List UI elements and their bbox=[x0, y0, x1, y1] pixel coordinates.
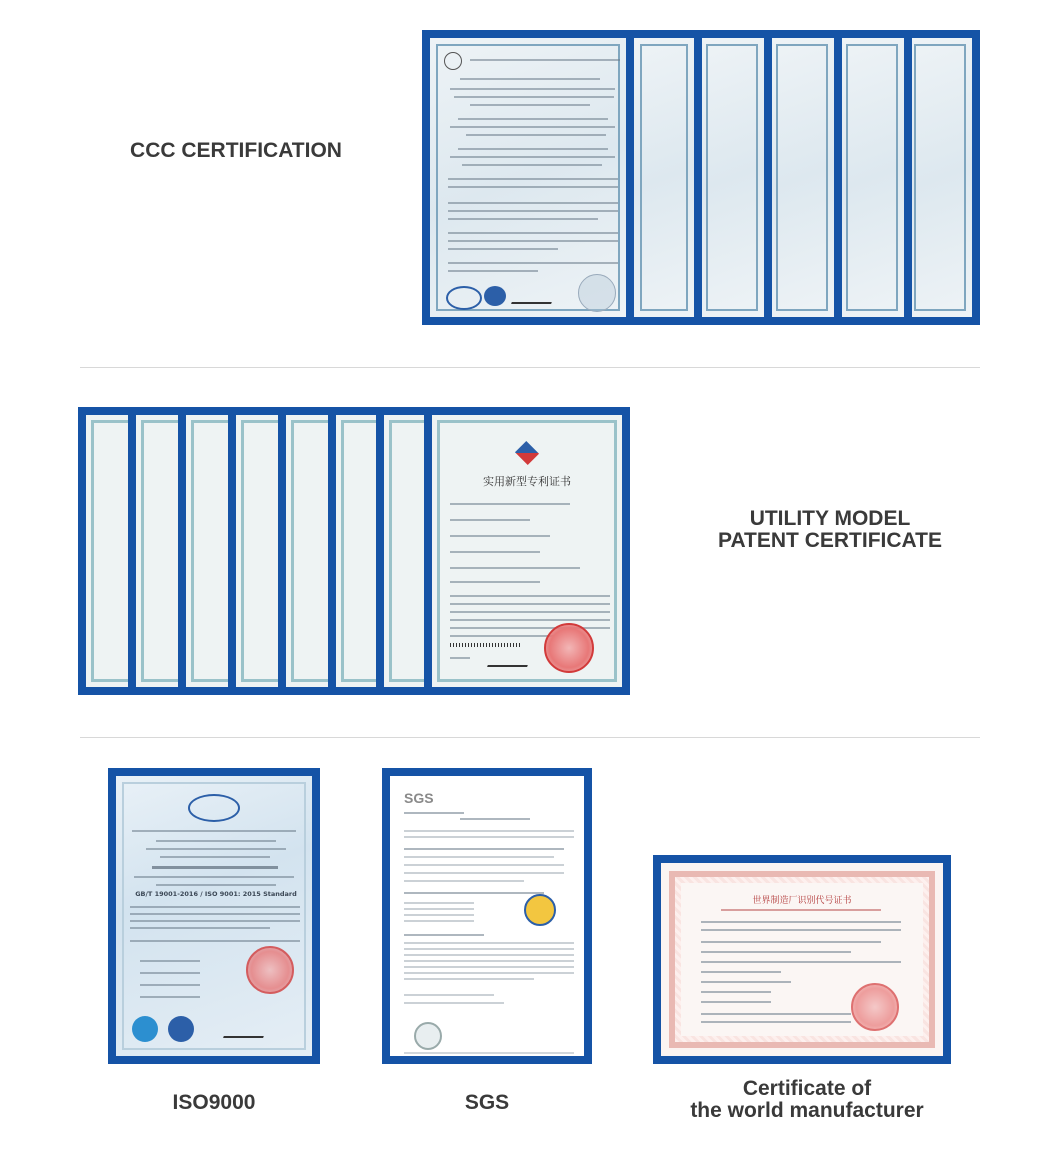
iso-certificate bbox=[108, 768, 320, 1064]
iso-label: ISO9000 bbox=[172, 1091, 256, 1114]
ccc-logo-icon bbox=[444, 52, 462, 70]
sgs-certificate bbox=[382, 768, 592, 1064]
red-seal-icon bbox=[544, 623, 594, 673]
barcode bbox=[450, 643, 520, 647]
patent-label-line2: PATENT CERTIFICATE bbox=[718, 529, 942, 553]
wmi-label bbox=[653, 1078, 961, 1122]
wmi-title: 世界制造厂识别代号证书 bbox=[752, 896, 852, 906]
patent-certificate-front bbox=[424, 407, 630, 695]
red-seal-icon bbox=[246, 946, 294, 994]
ccc-certificate-card bbox=[692, 30, 772, 325]
iso-standard-header: GB/T 19001-2016 / ISO 9001: 2015 Standard bbox=[135, 890, 297, 898]
signature-icon bbox=[511, 288, 557, 304]
wmi-label-line2: the world manufacturer bbox=[690, 1099, 924, 1123]
ccc-certificate-card bbox=[900, 30, 980, 325]
patent-label bbox=[680, 508, 980, 552]
seal-icon bbox=[578, 274, 616, 312]
patent-title: 实用新型专利证书 bbox=[483, 475, 571, 488]
signature-icon bbox=[487, 651, 533, 667]
sgs-label: SGS bbox=[464, 1091, 510, 1114]
cnas-logo-icon bbox=[484, 286, 506, 306]
sgs-accreditation-icon bbox=[524, 894, 556, 926]
signature-icon bbox=[223, 1022, 269, 1038]
ccc-label: CCC CERTIFICATION bbox=[130, 139, 342, 162]
ccc-certificate-card bbox=[762, 30, 842, 325]
patent-label-line1: UTILITY MODEL bbox=[749, 507, 911, 530]
sgs-seal-icon bbox=[414, 1022, 442, 1050]
section-divider bbox=[80, 737, 980, 738]
ccc-certificate-front bbox=[422, 30, 634, 325]
red-seal-icon bbox=[851, 983, 899, 1031]
iaf-logo-icon bbox=[132, 1016, 158, 1042]
cqc-logo-icon bbox=[188, 794, 240, 822]
section-divider bbox=[80, 367, 980, 368]
wmi-label-line1: Certificate of bbox=[742, 1077, 872, 1100]
ccc-certificate-card bbox=[832, 30, 912, 325]
cqc-logo-icon bbox=[446, 286, 482, 310]
ccc-certificate-card bbox=[626, 30, 702, 325]
sgs-logo: SGS bbox=[404, 790, 434, 806]
wmi-certificate bbox=[653, 855, 951, 1064]
cnas-logo-icon bbox=[168, 1016, 194, 1042]
